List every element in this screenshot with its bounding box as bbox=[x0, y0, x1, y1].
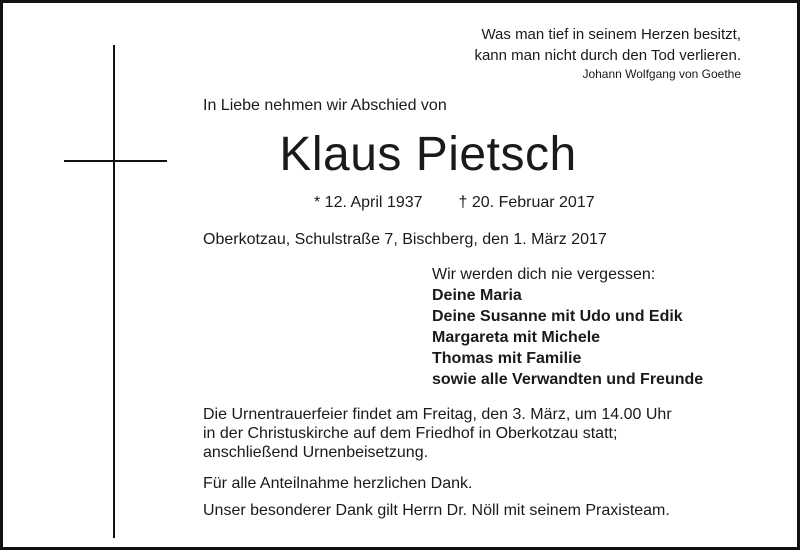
mourner-name: Deine Susanne mit Udo und Edik bbox=[432, 308, 683, 325]
death-date: † 20. Februar 2017 bbox=[458, 194, 595, 211]
thanks-text: Für alle Anteilnahme herzlichen Dank. bbox=[203, 475, 473, 492]
special-thanks-text: Unser besonderer Dank gilt Herrn Dr. Nöll mit seinem Praxisteam. bbox=[203, 502, 670, 519]
quote-line-1: Was man tief in seinem Herzen besitzt, bbox=[481, 26, 741, 43]
quote-author: Johann Wolfgang von Goethe bbox=[582, 67, 741, 81]
quote-line-2: kann man nicht durch den Tod verlieren. bbox=[474, 47, 741, 64]
ceremony-line: anschließend Urnenbeisetzung. bbox=[203, 444, 429, 461]
mourners-names bbox=[432, 285, 703, 390]
place-and-date: Oberkotzau, Schulstraße 7, Bischberg, den 1. März 2017 bbox=[203, 231, 607, 248]
ceremony-line: Die Urnentrauerfeier findet am Freitag, den 3. März, um 14.00 Uhr bbox=[203, 406, 672, 423]
mourners-block bbox=[432, 264, 703, 390]
life-dates bbox=[314, 194, 595, 212]
mourner-name: sowie alle Verwandten und Freunde bbox=[432, 371, 704, 388]
cross-icon-vertical bbox=[113, 45, 115, 538]
goethe-quote bbox=[474, 24, 741, 82]
mourner-name: Thomas mit Familie bbox=[432, 350, 582, 367]
ceremony-info bbox=[203, 405, 672, 462]
intro-text: In Liebe nehmen wir Abschied von bbox=[203, 97, 447, 114]
birth-date: * 12. April 1937 bbox=[314, 194, 423, 211]
mourners-heading: Wir werden dich nie vergessen: bbox=[432, 266, 656, 283]
mourner-name: Margareta mit Michele bbox=[432, 329, 601, 346]
mourner-name: Deine Maria bbox=[432, 287, 522, 304]
deceased-name: Klaus Pietsch bbox=[279, 128, 577, 181]
ceremony-line: in der Christuskirche auf dem Friedhof in Oberkotzau statt; bbox=[203, 425, 618, 442]
